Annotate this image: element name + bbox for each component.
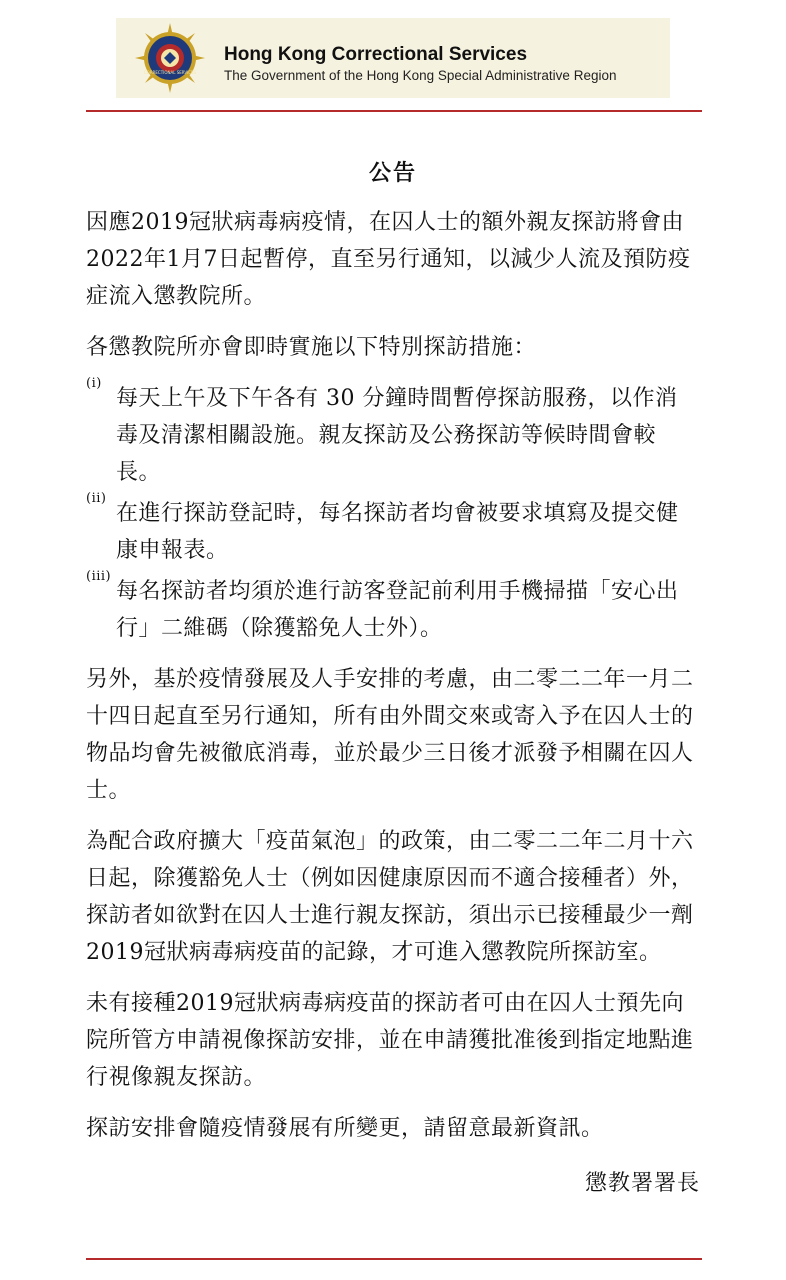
paragraph-suspension: 因應2019冠狀病毒病疫情，在囚人士的額外親友探訪將會由2022年1月7日起暫停，直至另行通知，以減少人流及預防疫症流入懲教院所。 [86,210,691,309]
footer-divider [86,1258,702,1260]
list-item-text: 在進行探訪登記時，每名探訪者均會被要求填寫及提交健康申報表。 [116,501,679,563]
measures-list [86,376,698,647]
list-item [86,376,698,491]
list-marker: (ii) [86,491,107,506]
paragraph-updates: 探訪安排會隨疫情發展有所變更，請留意最新資訊。 [86,1116,604,1141]
svg-text:CORRECTIONAL SERVICES: CORRECTIONAL SERVICES [143,70,197,75]
org-subtitle: The Government of the Hong Kong Special Administrative Region [224,68,617,83]
paragraph-video-visit: 未有接種2019冠狀病毒病疫苗的探訪者可由在囚人士預先向院所管方申請視像探訪安排，並在申請獲批准後到指定地點進行視像親友探訪。 [86,991,694,1090]
paragraph-vaccine-bubble: 為配合政府擴大「疫苗氣泡」的政策，由二零二二年二月十六日起，除獲豁免人士（例如因健康原因而不適合接種者）外，探訪者如欲對在囚人士進行親友探訪，須出示已接種最少一劑2019冠狀病毒病疫苗的記錄，才可進入懲教院所探訪室。 [86,829,694,965]
list-item [86,491,698,569]
letterhead [116,18,670,98]
header-divider [86,110,702,112]
list-item-text: 每名探訪者均須於進行訪客登記前利用手機掃描「安心出行」二維碼（除獲豁免人士外）。 [116,579,679,641]
list-item-text: 每天上午及下午各有 30 分鐘時間暫停探訪服務，以作消毒及清潔相關設施。親友探訪及公務探訪等候時間會較長。 [116,386,678,485]
notice-body [86,204,698,1147]
list-item [86,569,698,647]
notice-title: 公告 [368,161,417,186]
org-name: Hong Kong Correctional Services [224,44,528,65]
list-marker: (iii) [86,569,112,584]
list-marker: (i) [86,376,102,391]
signature: 懲教署署長 [584,1171,700,1196]
paragraph-disinfection: 另外，基於疫情發展及人手安排的考慮，由二零二二年一月二十四日起直至另行通知，所有由外間交來或寄入予在囚人士的物品均會先被徹底消毒，並於最少三日後才派發予相關在囚人士。 [86,667,694,803]
hkcs-crest-icon [134,22,206,94]
paragraph-measures-intro: 各懲教院所亦會即時實施以下特別探訪措施： [86,335,537,360]
